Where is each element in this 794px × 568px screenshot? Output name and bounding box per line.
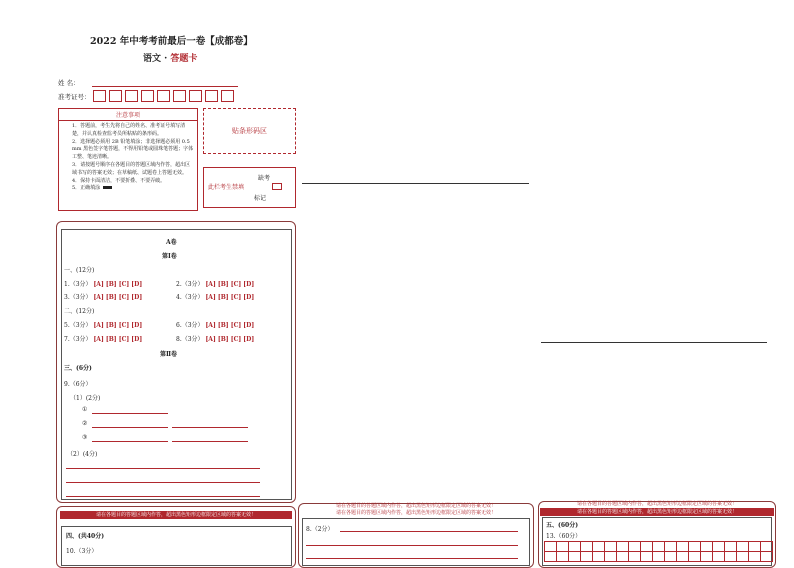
- id-label: 准考证号：: [58, 93, 91, 101]
- volume-1-title: 第Ⅰ卷: [162, 253, 177, 260]
- warning-text-1: 请在各题目的答题区域内作答，超出黑色矩形边框限定区域的答案无效！: [576, 501, 737, 507]
- choice-options[interactable]: [A] [B] [C] [D]: [93, 336, 143, 343]
- choice-num: 8.（3分）: [176, 336, 204, 343]
- warning-banner: 请在各题目的答题区域内作答，超出黑色矩形边框限定区域的答案无效！: [60, 511, 292, 519]
- grid-cell[interactable]: [569, 552, 581, 562]
- choice-num: 2.（3分）: [176, 281, 204, 288]
- choice-options[interactable]: [A] [B] [C] [D]: [205, 294, 255, 301]
- choice-num: 4.（3分）: [176, 294, 204, 301]
- grid-cell[interactable]: [569, 542, 581, 552]
- grid-cell[interactable]: [737, 552, 749, 562]
- choice-q2: [176, 279, 254, 288]
- divider-line: [541, 342, 767, 343]
- grid-cell[interactable]: [701, 552, 713, 562]
- answer-line[interactable]: [92, 441, 168, 442]
- choice-num: 6.（3分）: [176, 322, 204, 329]
- choice-q1: [64, 279, 142, 288]
- grid-cell[interactable]: [581, 542, 593, 552]
- grid-cell[interactable]: [629, 552, 641, 562]
- grid-cell[interactable]: [761, 552, 773, 562]
- grid-cell[interactable]: [713, 552, 725, 562]
- answer-line[interactable]: [66, 468, 260, 469]
- q9-label: 9.（6分）: [64, 381, 92, 388]
- id-box[interactable]: [205, 90, 218, 102]
- choice-options[interactable]: [A] [B] [C] [D]: [205, 336, 255, 343]
- circle-2: ②: [82, 420, 88, 427]
- id-boxes[interactable]: [93, 90, 237, 102]
- choice-q5: [64, 320, 142, 329]
- id-box[interactable]: [221, 90, 234, 102]
- grid-cell[interactable]: [749, 552, 761, 562]
- answer-line[interactable]: [172, 427, 248, 428]
- subtitle-prefix: 语文 ·: [143, 54, 171, 64]
- q9-2-label: （2）(4分): [67, 451, 98, 458]
- grid-cell[interactable]: [605, 542, 617, 552]
- subtitle-highlight: 答题卡: [170, 54, 198, 64]
- volume-2-title: 第Ⅱ卷: [160, 351, 178, 358]
- choice-num: 3.（3分）: [64, 294, 92, 301]
- grid-cell[interactable]: [749, 542, 761, 552]
- id-box[interactable]: [125, 90, 138, 102]
- grid-cell[interactable]: [629, 542, 641, 552]
- grid-cell[interactable]: [617, 542, 629, 552]
- grid-cell[interactable]: [761, 542, 773, 552]
- absent-checkbox[interactable]: [272, 183, 282, 190]
- part-a-answer-area: [61, 229, 292, 500]
- name-field[interactable]: [92, 86, 238, 87]
- choice-options[interactable]: [A] [B] [C] [D]: [205, 322, 255, 329]
- section-3-label: 三、(6分): [64, 365, 92, 372]
- id-box[interactable]: [173, 90, 186, 102]
- notes-box: [58, 108, 198, 211]
- q10-label: 10.（3分）: [66, 548, 98, 555]
- grid-cell[interactable]: [545, 552, 557, 562]
- warning-text-1: 请在各题目的答题区域内作答，超出黑色矩形边框限定区域的答案无效！: [335, 503, 496, 509]
- part-a-title: A卷: [166, 239, 177, 246]
- grid-cell[interactable]: [593, 552, 605, 562]
- q13-label: 13.（60分）: [546, 533, 582, 540]
- grid-cell[interactable]: [689, 542, 701, 552]
- choice-num: 5.（3分）: [64, 322, 92, 329]
- grid-cell[interactable]: [713, 542, 725, 552]
- choice-options[interactable]: [A] [B] [C] [D]: [93, 322, 143, 329]
- note-item: 2．选择题必须用 2B 铅笔填涂；非选择题必须用 0.5 mm 黑色签字笔答题，不得用铅笔或圆珠笔答题；字体工整、笔迹清晰。: [72, 138, 194, 161]
- id-box[interactable]: [189, 90, 202, 102]
- answer-line[interactable]: [172, 441, 248, 442]
- barcode-label: 贴条形码区: [232, 127, 267, 135]
- grid-cell[interactable]: [725, 542, 737, 552]
- answer-line[interactable]: [66, 496, 260, 497]
- notes-list: [59, 121, 197, 193]
- warning-text-2: 请在各题目的答题区域内作答，超出黑色矩形边框限定区域的答案无效！: [335, 510, 496, 516]
- section-2-label: 二、(12分): [64, 308, 95, 315]
- absent-box: [203, 167, 296, 208]
- section-4-label: 四、(共40分): [66, 533, 105, 540]
- essay-grid[interactable]: [544, 541, 773, 562]
- absent-line1: 缺考: [258, 175, 271, 182]
- choice-options[interactable]: [A] [B] [C] [D]: [205, 281, 255, 288]
- circle-1: ①: [82, 406, 88, 413]
- choice-q6: [176, 320, 254, 329]
- note-item: 1．答题前，考生先将自己的姓名、准考证号填写清楚，并认真检查监考员所粘贴的条形码。: [72, 123, 186, 137]
- note-item-text: 5．正确填涂: [72, 185, 101, 192]
- note-item: [72, 185, 194, 193]
- q8-label: 8.（2分）: [306, 526, 334, 533]
- grid-cell[interactable]: [677, 542, 689, 552]
- absent-line3: 标记: [254, 195, 267, 202]
- id-box[interactable]: [141, 90, 154, 102]
- grid-cell[interactable]: [581, 552, 593, 562]
- answer-line[interactable]: [306, 558, 518, 559]
- filled-mark-icon: [103, 186, 112, 189]
- choice-q4: [176, 292, 254, 301]
- grid-cell[interactable]: [653, 552, 665, 562]
- warning-banner: 请在各题目的答题区域内作答，超出黑色矩形边框限定区域的答案无效！: [540, 508, 774, 516]
- choice-q3: [64, 292, 142, 301]
- section-1-label: 一、(12分): [64, 267, 95, 274]
- grid-cell[interactable]: [641, 542, 653, 552]
- grid-cell[interactable]: [605, 552, 617, 562]
- grid-cell[interactable]: [689, 552, 701, 562]
- grid-cell[interactable]: [677, 552, 689, 562]
- grid-cell[interactable]: [737, 542, 749, 552]
- q9-1-label: （1）(2分): [70, 395, 101, 402]
- barcode-area: [203, 108, 296, 154]
- grid-cell[interactable]: [665, 552, 677, 562]
- choice-options[interactable]: [A] [B] [C] [D]: [93, 294, 143, 301]
- choice-num: 1.（3分）: [64, 281, 92, 288]
- id-box[interactable]: [157, 90, 170, 102]
- divider-line: [302, 183, 529, 184]
- grid-cell[interactable]: [557, 552, 569, 562]
- page-subtitle: [143, 51, 197, 64]
- note-item: 3．请按题号顺序在各题目的答题区域内作答，超出区域书写的答案无效；在草稿纸、试题卷上答题无效。: [72, 161, 191, 176]
- grid-cell[interactable]: [641, 552, 653, 562]
- choice-q8: [176, 334, 254, 343]
- grid-cell[interactable]: [701, 542, 713, 552]
- absent-line2: 此栏考生禁填: [208, 184, 245, 191]
- notes-heading: 注意事项: [59, 109, 197, 121]
- name-label: 姓 名：: [58, 79, 80, 87]
- answer-line[interactable]: [306, 545, 518, 546]
- grid-cell[interactable]: [557, 542, 569, 552]
- grid-cell[interactable]: [593, 542, 605, 552]
- choice-num: 7.（3分）: [64, 336, 92, 343]
- note-item: 4．保持卡面清洁，不要折叠、不要弄破。: [72, 177, 166, 184]
- circle-3: ③: [82, 434, 88, 441]
- id-box[interactable]: [93, 90, 106, 102]
- grid-cell[interactable]: [545, 542, 557, 552]
- answer-line[interactable]: [92, 413, 168, 414]
- grid-cell[interactable]: [653, 542, 665, 552]
- answer-line[interactable]: [340, 531, 518, 532]
- section-5-label: 五、(60分): [546, 522, 579, 529]
- answer-line[interactable]: [92, 427, 168, 428]
- grid-cell[interactable]: [725, 552, 737, 562]
- grid-cell[interactable]: [665, 542, 677, 552]
- choice-options[interactable]: [A] [B] [C] [D]: [93, 281, 143, 288]
- id-box[interactable]: [109, 90, 122, 102]
- page-title: 2022 年中考考前最后一卷【成都卷】: [90, 36, 253, 47]
- choice-q7: [64, 334, 142, 343]
- grid-cell[interactable]: [617, 552, 629, 562]
- answer-line[interactable]: [66, 482, 260, 483]
